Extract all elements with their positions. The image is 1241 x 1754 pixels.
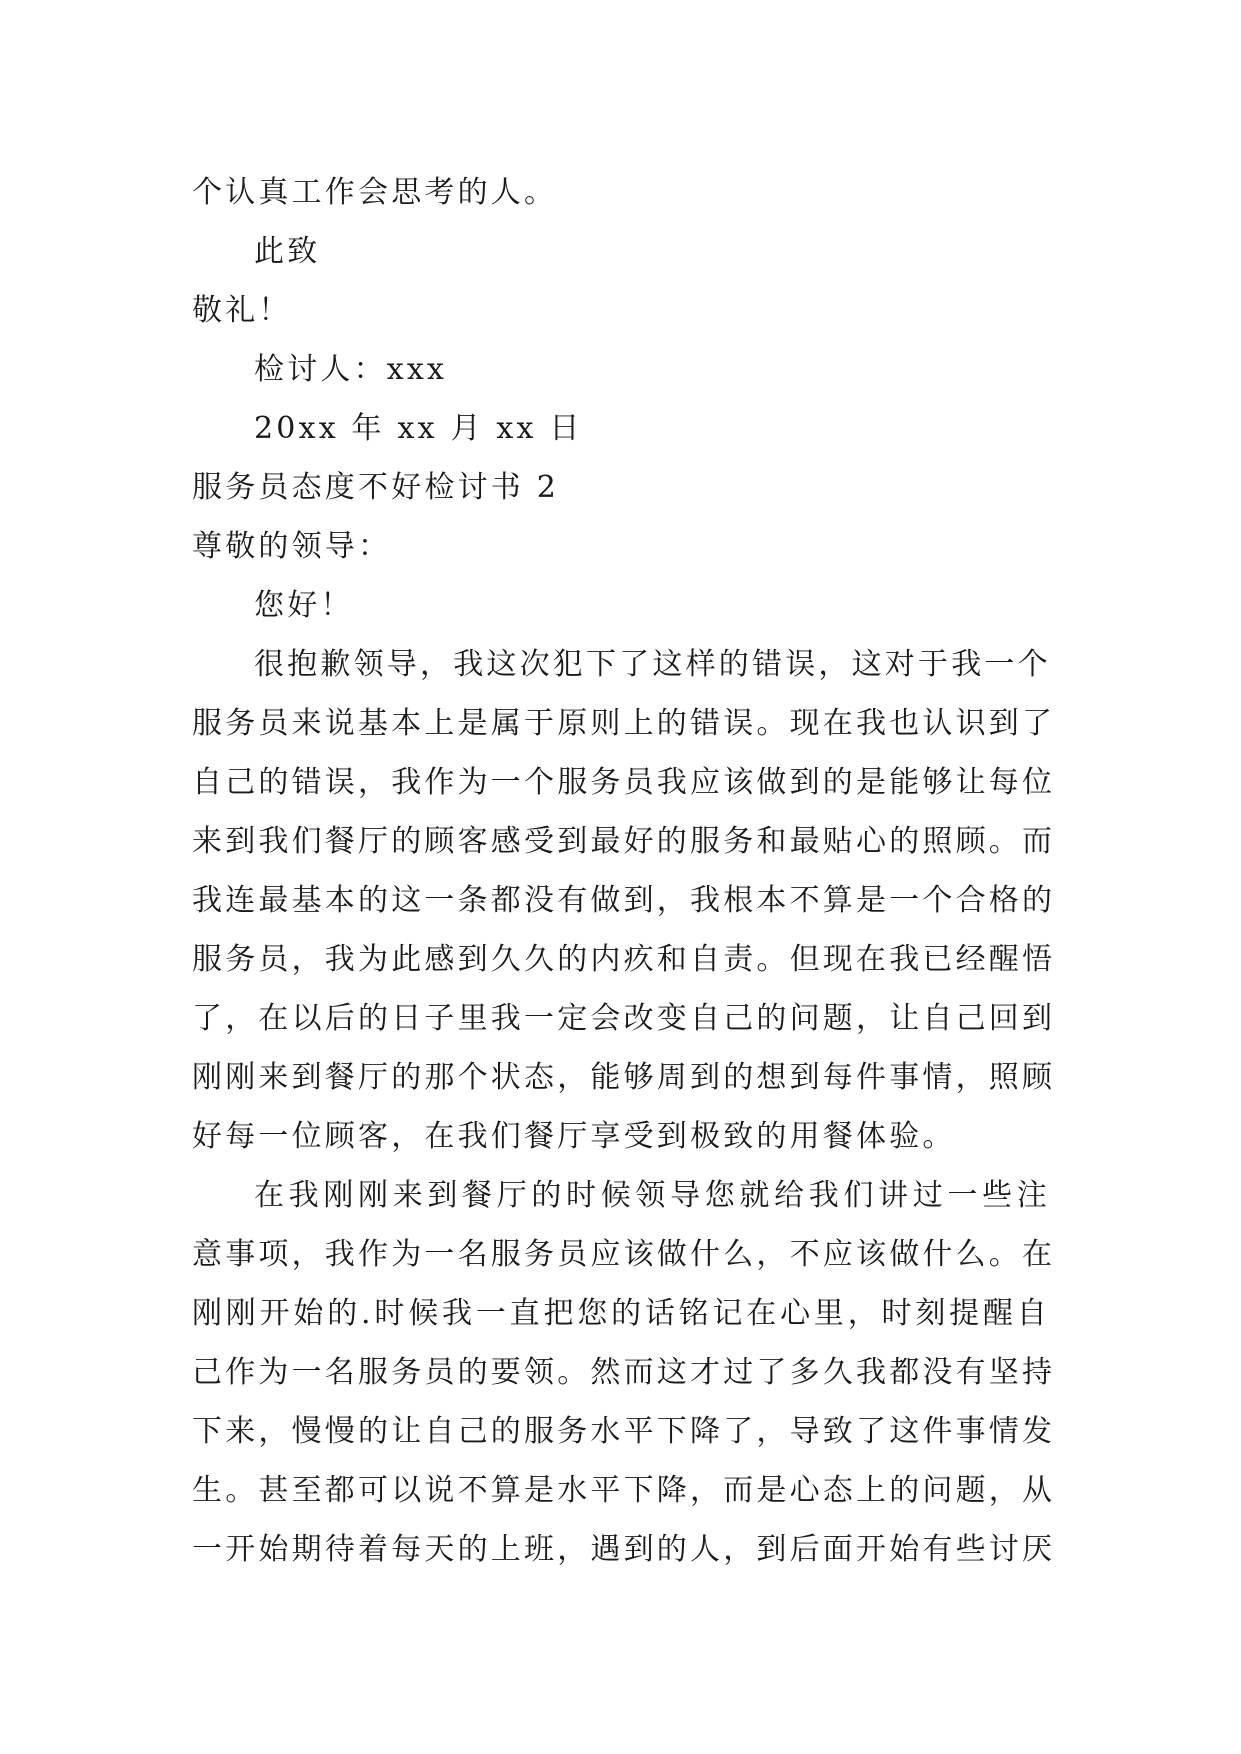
paragraph-line: 刚刚来到餐厅的那个状态，能够周到的想到每件事情，照顾 <box>192 1060 1056 1095</box>
greeting-line: 您好！ <box>254 588 354 623</box>
paragraph-line: 一开始期待着每天的上班，遇到的人，到后面开始有些讨厌 <box>192 1532 1056 1567</box>
signer-line: 检讨人：xxx <box>254 352 448 387</box>
paragraph-line: 意事项，我作为一名服务员应该做什么，不应该做什么。在 <box>192 1237 1056 1272</box>
paragraph-line: 服务员，我为此感到久久的内疚和自责。但现在我已经醒悟 <box>192 942 1056 977</box>
paragraph-line: 在我刚刚来到餐厅的时候领导您就给我们讲过一些注 <box>254 1178 1050 1213</box>
document-body <box>192 163 1056 1579</box>
paragraph-line: 了，在以后的日子里我一定会改变自己的问题，让自己回到 <box>192 1001 1056 1036</box>
salutation-jingli: 敬礼！ <box>192 293 292 328</box>
letter1-last-line: 个认真工作会思考的人。 <box>192 175 558 210</box>
paragraph-line: 下来，慢慢的让自己的服务水平下降了，导致了这件事情发 <box>192 1414 1056 1449</box>
paragraph-1 <box>192 635 1056 1166</box>
letter2-title: 服务员态度不好检讨书 2 <box>192 470 560 505</box>
paragraph-line: 我连最基本的这一条都没有做到，我根本不算是一个合格的 <box>192 883 1056 918</box>
paragraph-line: 刚刚开始的.时候我一直把您的话铭记在心里，时刻提醒自 <box>192 1296 1050 1331</box>
paragraph-line: 自己的错误，我作为一个服务员我应该做到的是能够让每位 <box>192 765 1056 800</box>
paragraph-line: 很抱歉领导，我这次犯下了这样的错误，这对于我一个 <box>254 647 1051 682</box>
paragraph-line: 生。甚至都可以说不算是水平下降，而是心态上的问题，从 <box>192 1473 1056 1508</box>
paragraph-line: 来到我们餐厅的顾客感受到最好的服务和最贴心的照顾。而 <box>192 824 1056 859</box>
addressee-line: 尊敬的领导： <box>192 529 392 564</box>
paragraph-line: 好每一位顾客，在我们餐厅享受到极致的用餐体验。 <box>192 1119 956 1154</box>
paragraph-line: 服务员来说基本上是属于原则上的错误。现在我也认识到了 <box>192 706 1056 741</box>
salutation-cizhi: 此致 <box>254 234 321 269</box>
paragraph-line: 己作为一名服务员的要领。然而这才过了多久我都没有坚持 <box>192 1355 1056 1390</box>
paragraph-2 <box>192 1166 1056 1579</box>
date-line: 20xx 年 xx 月 xx 日 <box>254 411 583 446</box>
